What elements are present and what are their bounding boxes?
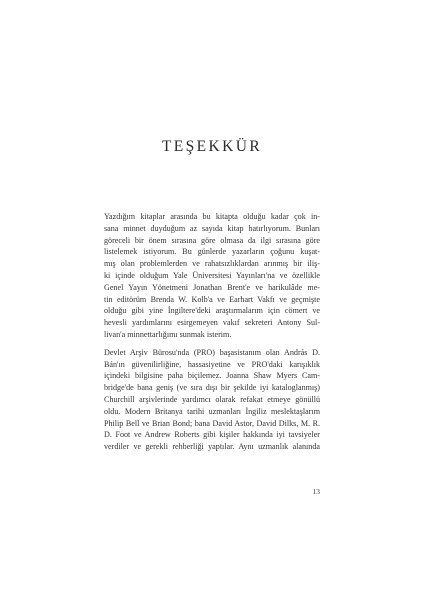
text-line: Devlet Arşiv Bürosu'nda (PRO) başasistanım olan András D. [104, 347, 320, 357]
text-line: Genel Yayın Yönetmeni Jonathan Brent'e ve harikulâde me- [104, 282, 320, 292]
text-line: oldu. Modern Britanya tarihi uzmanları İngiliz meslektaşlarım [104, 406, 320, 416]
paragraph-1 [104, 211, 320, 341]
page-number: 13 [312, 487, 320, 496]
text-line: Yazdığım kitaplar arasında bu kitapta olduğu kadar çok in- [104, 212, 320, 221]
text-line: sana minnet duyduğum az sayıda kitap hatırlıyorum. Bunları [104, 223, 320, 233]
text-line: Churchill arşivlerinde yardımcı olarak refakat etmeye gönüllü [104, 394, 320, 404]
text-line: tin editörüm Brenda W. Kolb'a ve Earhart Vakfı ve geçmişte [104, 294, 320, 304]
text-line: D. Foot ve Andrew Roberts gibi kişiler hakkında iyi tavsiyeler [104, 430, 320, 440]
text-line: verdiler ve gerekli rehberliği yaptılar. Aynı uzmanlık alanında [104, 442, 320, 452]
text-line: Bán'ın güvenilirliğine, hassasiyetine ve PRO'daki karışıklık [104, 359, 320, 369]
page-title: TEŞEKKÜR [161, 138, 263, 155]
text-line: hevesli yardımlarını esirgemeyen vakıf sekreteri Antony Sul- [104, 318, 320, 328]
text-line: mış olan problemlerden ve rahatsızlıklardan arınmış bir iliş- [104, 259, 320, 269]
text-line: ki içinde olduğum Yale Üniversitesi Yayınları'na ve özellikle [104, 270, 320, 280]
text-line: bridge'de bana geniş (ve sıra dışı bir şekilde iyi kataloglanmış) [104, 383, 320, 393]
paragraph-2 [104, 347, 320, 453]
text-line: içindeki bilgisine paha biçilemez. Joanna Shaw Myers Cam- [104, 371, 320, 381]
text-line: göreceli bir önem sırasına göre olmasa da ilgi sırasına göre [104, 235, 320, 245]
text-line: livan'a minnettarlığımı sunmak isterim. [104, 329, 232, 339]
text-line: Philip Bell ve Brian Bond; bana David Astor, David Dilks, M. R. [104, 418, 320, 428]
body-text [104, 211, 320, 453]
text-line: olduğu gibi yine İngiltere'deki araştırmalarım için cömert ve [104, 306, 320, 316]
text-line: listelemek istiyorum. Bu günlerde yazarların çoğunu kuşat- [104, 247, 320, 257]
